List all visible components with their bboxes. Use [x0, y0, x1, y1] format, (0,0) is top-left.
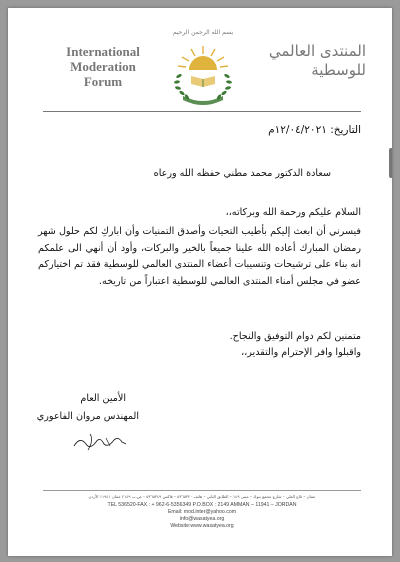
forum-logo	[165, 36, 241, 108]
org-name-arabic: المنتدى العالمي للوسطية	[268, 42, 366, 79]
sun-rays	[178, 46, 228, 70]
signatory-name: المهندس مروان الفاعوري	[36, 411, 139, 422]
page-edge-tab	[389, 148, 392, 178]
footer-arabic-address: عمان – تلاع العلي – شارع مجمع بنوك – مبنى ١٤٩ – الطابق الثاني – هاتف ٥٣٦٥٣٢٠ – فاكس ٥٣٦٥٣٤٩ – ص.ب ٢١٤٩ عمان ١١٩٤١ الأردن	[88, 494, 316, 499]
header-divider	[43, 111, 361, 112]
signatory-title: الأمين العام	[80, 393, 126, 404]
footer-divider	[43, 490, 361, 491]
letter-page	[8, 8, 392, 556]
org-name-english: International Moderation Forum	[66, 44, 140, 89]
footer-email: Email: mod.inter@yahoo.com	[167, 509, 237, 515]
footer-contact: TEL 536520-FAX : + 962-6-5356349 P.O.BOX : 2149 AMMAN – 11941 – JORDAN	[107, 502, 297, 508]
letter-date: التاريخ: ١٢/٠٤/٢٠٢١م	[268, 124, 361, 136]
footer-website: Website:www.wasatyea.org	[170, 523, 234, 529]
greeting: السلام عليكم ورحمة الله وبركاته،،	[225, 207, 361, 218]
closing-line-2: واقبلوا وافر الإحترام والتقدير،،	[241, 347, 361, 358]
closing-line-1: متمنين لكم دوام التوفيق والنجاح.	[229, 331, 361, 342]
addressee: سعادة الدكتور محمد مطني حفظه الله ورعاه	[153, 168, 331, 179]
handwritten-signature	[70, 424, 130, 456]
logo-open-book	[191, 76, 215, 87]
main-paragraph: فيسرني أن ابعث إليكم بأطيب التحيات وأصدق التمنيات وأن اباركِ لكم حلول شهر رمضان المبارك أعاده الله علينا جميعاً بالخير والبركات، وأود أن أنهي الى علمكم انه بناء على ترشيحات وتنسيبات أعضاء المنتدى العالمي للوسطية فقد تم اختياركم عضو في مجلس أمناء المنتدى العالمي للوسطية اعتباراً من تاريخه.	[38, 226, 361, 287]
logo-arabic-ribbon	[183, 96, 223, 105]
footer-info-email: info@wasatyea.org	[179, 516, 225, 522]
basmala: بسم الله الرحمن الرحيم	[172, 29, 234, 36]
